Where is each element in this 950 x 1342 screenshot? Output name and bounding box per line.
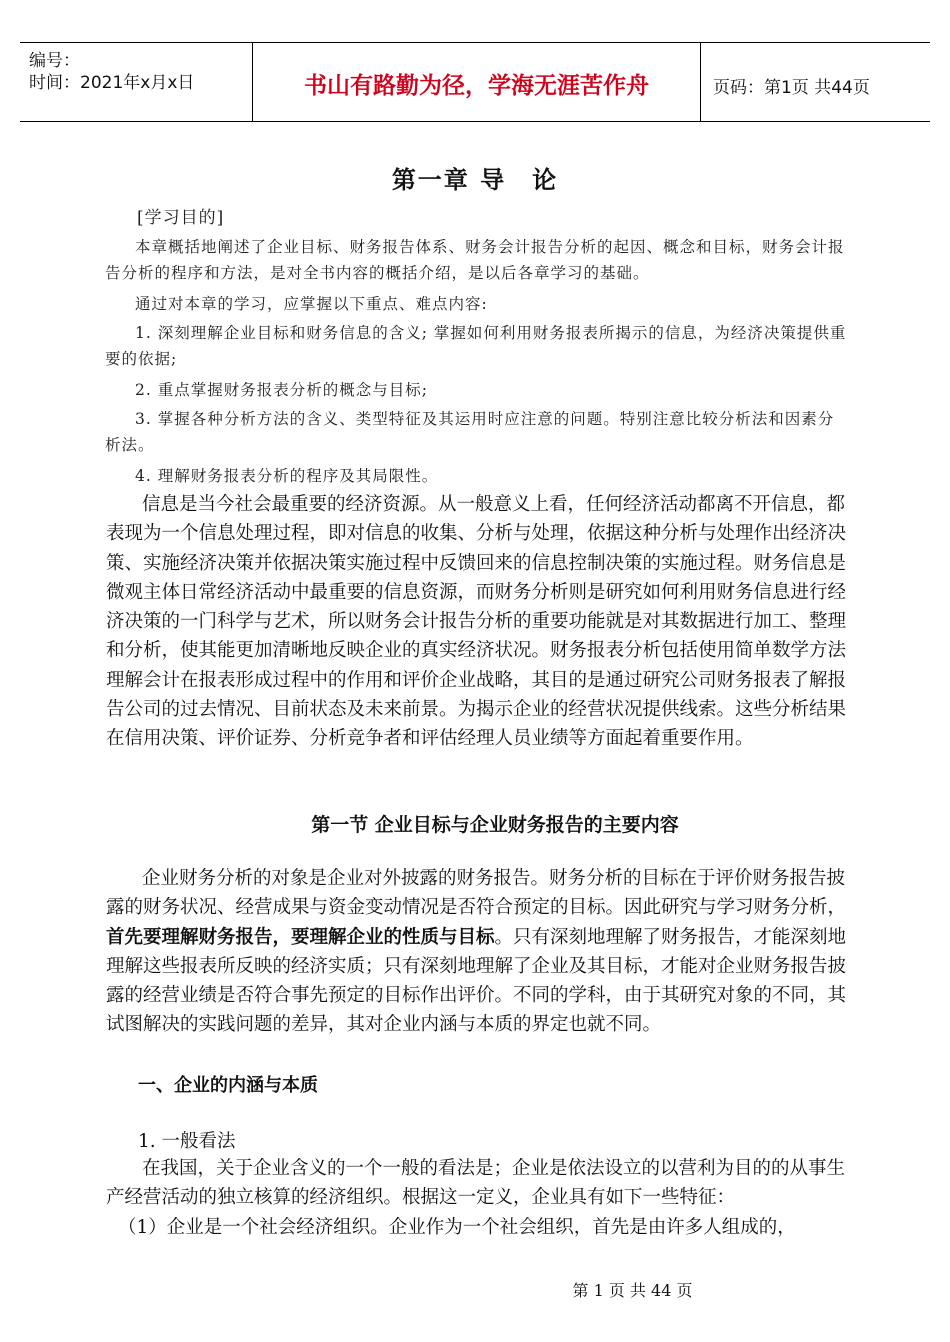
objectives-heading: [学习目的] <box>137 208 225 228</box>
objective-item-3: 3. 掌握各种分析方法的含义、类型特征及其运用时应注意的问题。特别注意比较分析法和因素分析法。 <box>105 410 835 454</box>
objectives-intro: 本章概括地阐述了企业目标、财务报告体系、财务会计报告分析的起因、概念和目标，财务会计报告分析的程序和方法，是对全书内容的概括介绍，是以后各章学习的基础。 <box>105 238 845 282</box>
intro-paragraph: 信息是当今社会最重要的经济资源。从一般意义上看，任何经济活动都离不开信息，都表现为一个信息处理过程，即对信息的收集、分析与处理，依据这种分析与处理作出经济决策、实施经济决策并依据决策实施过程中反馈回来的信息控制决策的实施过程。财务信息是微观主体日常经济活动中最重要的信息资源，而财务分析则是研究如何利用财务信息进行经济决策的一门科学与艺术，所以财务会计报告分析的重要功能就是对其数据进行加工、整理和分析，使其能更加清晰地反映企业的真实经济状况。财务报表分析包括使用简单数学方法理解会计在报表形成过程中的作用和评价企业战略，其目的是通过研究公司财务报表了解报告公司的过去情况、目前状态及未来前景。为揭示企业的经营状况提供线索。这些分析结果在信用决策、评价证券、分析竞争者和评估经理人员业绩等方面起着重要作用。 <box>106 494 847 750</box>
section-1-paragraph <box>106 864 851 1040</box>
chapter-title: 第一章 导 论 <box>391 166 559 194</box>
section-1-text-a: 企业财务分析的对象是企业对外披露的财务报告。财务分析的目标在于评价财务报告披露的财务状况、经营成果与资金变动情况是否符合预定的目标。因此研究与学习财务分析， <box>106 868 847 919</box>
motto: 书山有路勤为径，学海无涯苦作舟 <box>304 73 649 99</box>
subsection-1-paragraph: 在我国，关于企业含义的一个一般的看法是；企业是依法设立的以营利为目的的从事生产经营活动的独立核算的经济组织。根据这一定义，企业具有如下一些特征： <box>106 1158 846 1209</box>
header-left-cell <box>20 43 253 121</box>
objective-item-2: 2. 重点掌握财务报表分析的概念与目标; <box>135 381 428 399</box>
objective-item-4: 4. 理解财务报表分析的程序及其局限性。 <box>135 467 439 485</box>
subsection-1-item-1: （1）企业是一个社会经济组织。企业作为一个社会组织，首先是由许多人组成的， <box>118 1217 796 1238</box>
header-mid-cell <box>253 43 701 121</box>
section-1-emphasis: 首先要理解财务报告，要理解企业的性质与目标 <box>106 926 495 948</box>
document-time: 时间：2021年x月x日 <box>29 73 195 93</box>
header-right-cell <box>701 43 930 121</box>
header-table <box>20 42 930 122</box>
section-1-text-b: 。只有深刻地理解了财务报告，才能深刻地理解这些报表所反映的经济实质；只有深刻地理解了企业及其目标，才能对企业财务报告披露的经营业绩是否符合事先预定的目标作出评价。不同的学科，由于其研究对象的不同，其试图解决的实践问题的差异，其对企业内涵与本质的界定也就不同。 <box>106 926 847 1036</box>
objectives-lead: 通过对本章的学习，应掌握以下重点、难点内容: <box>135 295 488 313</box>
page-info: 页码：第1页 共44页 <box>713 78 870 98</box>
objective-item-1: 1. 深刻理解企业目标和财务信息的含义; 掌握如何利用财务报表所揭示的信息，为经济决策提供重要的依据; <box>105 324 847 368</box>
section-1-title: 第一节 企业目标与企业财务报告的主要内容 <box>311 814 679 836</box>
subsection-1-title: 一、企业的内涵与本质 <box>138 1075 318 1096</box>
document-number: 编号： <box>29 51 80 71</box>
point-title: 1. 一般看法 <box>138 1131 236 1152</box>
page-footer: 第 1 页 共 44 页 <box>572 1281 693 1300</box>
